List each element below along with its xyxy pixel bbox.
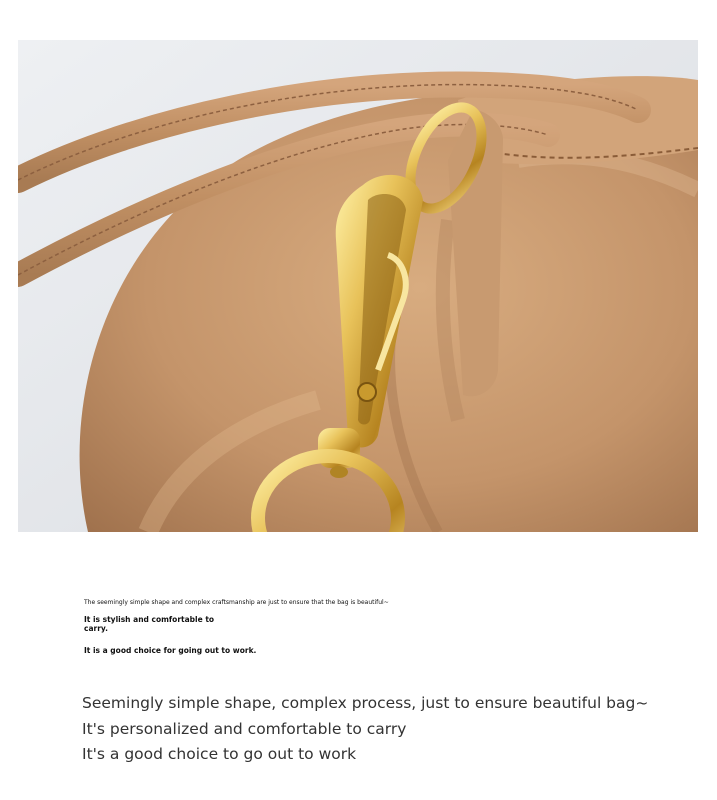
caption-small-line-1: The seemingly simple shape and complex craftsmanship are just to ensure that the bag is beautiful~ xyxy=(84,599,389,606)
caption-large-line-2: It's personalized and comfortable to carry xyxy=(82,720,407,738)
caption-large-line-1: Seemingly simple shape, complex process, just to ensure beautiful bag~ xyxy=(82,694,649,712)
caption-small-line-2: It is stylish and comfortable to carry. xyxy=(84,615,215,633)
caption-large-line-3: It's a good choice to go out to work xyxy=(82,745,357,763)
caption-small-line-3: It is a good choice for going out to work. xyxy=(84,646,257,655)
product-photo xyxy=(18,40,698,532)
bag-clasp-illustration xyxy=(18,40,698,532)
